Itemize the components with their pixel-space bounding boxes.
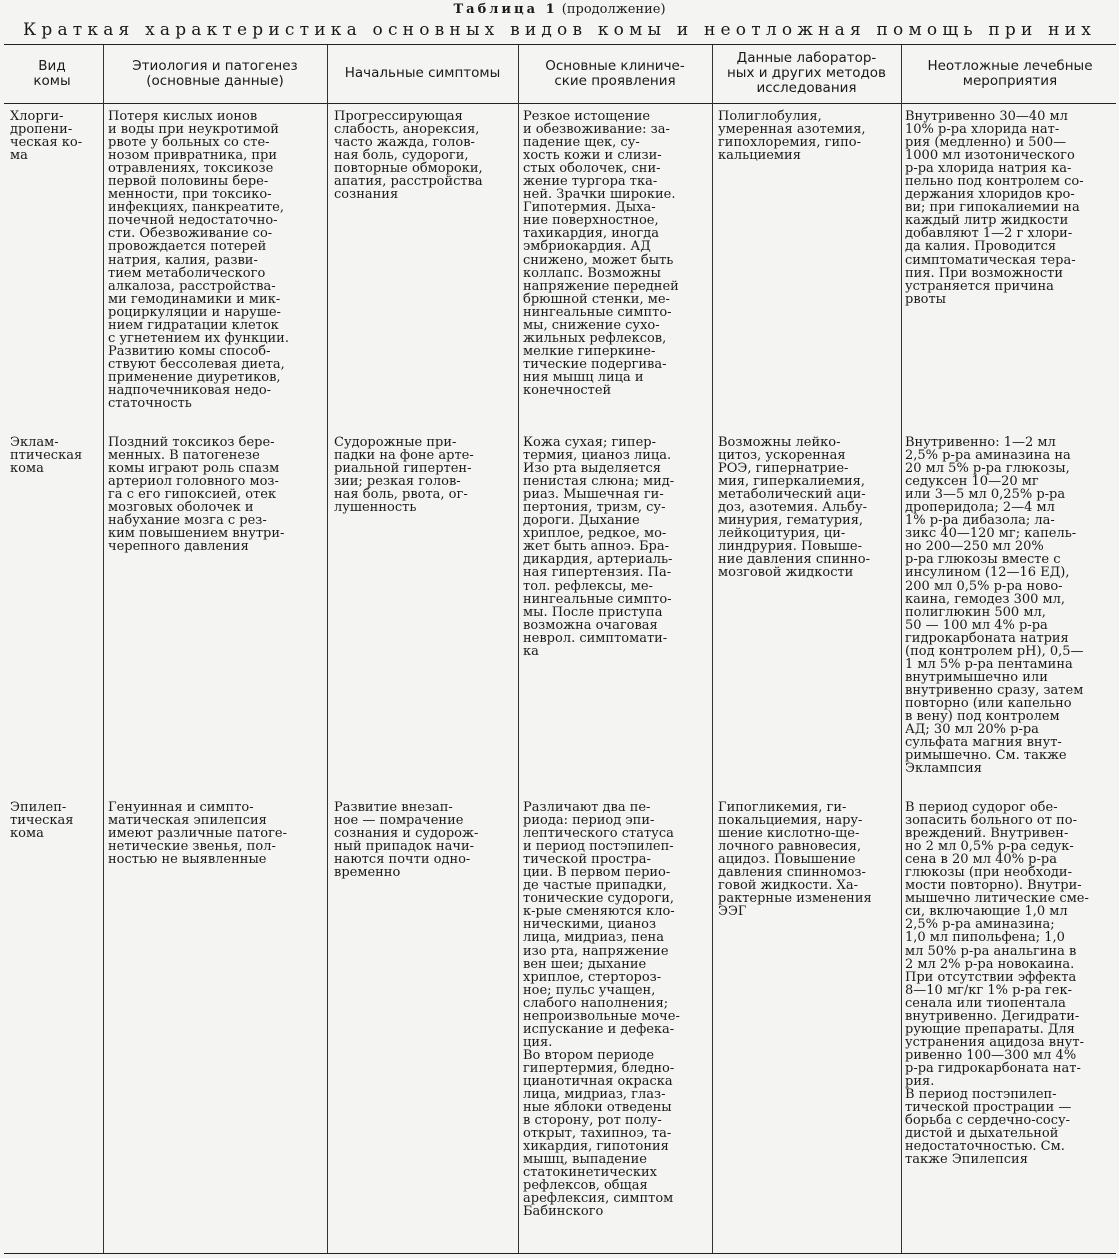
row-etiology: Потеря кислых ионов и воды при неукротимой рвоте у больных со сте- нозом привратника, при отравлениях, токсикозе первой половины бере- менности, при токсико- инфекциях, панкреатите, почечной недостаточно- сти. Обезвоживание со- провождается потерей натрия, калия, разви- тием метаболического алкалоза, расстройства- ми гемодинамики и мик- роциркуляции и наруше- нием гидратации клеток с угнетением их функции. Развитию комы способ- ствуют бессолевая диета, применение диуретиков, надпочечниковая недо- статочность (108, 109, 289, 412)
header-coma-type: Вид комы (33, 57, 71, 89)
table-number: Таблица 1 (453, 2, 558, 17)
row-lab: Полиглобулия, умеренная азотемия, гипохлоремия, гипо- кальциемия (718, 109, 866, 164)
row-clinical: Резкое истощение и обезвоживание: за- падение щек, су- хость кожи и слизи- стых оболочек, сни- жение тургора тка- ней. Зрачки широкие. Гипотермия. Дыха- ние поверхностное, тахикардия, иногда эмбриокардия. АД снижено, может быть коллапс. Возможны напряжение передней брюшной стенки, ме- нингеальные симпто- мы, снижение сухо- жильных рефлексов, мелкие гиперкине- тические подергива- ния мышц лица и конечностей (523, 109, 679, 398)
header-treatment: Неотложные лечебные мероприятия (927, 57, 1093, 89)
row-coma-type: Хлорги- дропени- ческая ко- ма (10, 109, 83, 164)
header-clinical: Основные клиниче- ские проявления (545, 57, 685, 89)
row-initial-symptoms: Судорожные при- падки на фоне арте- риальной гипертен- зии; резкая голов- ная боль, рвота, ог- лушенность (334, 435, 474, 516)
header-lab: Данные лаборатор- ных и других методов исследования (726, 50, 887, 96)
row-lab: Возможны лейко- цитоз, ускоренная РОЭ, гипернатрие- мия, гиперкалиемия, метаболический аци- доз, азотемия. Альбу- минурия, гематурия, лейкоцитурия, ци- линдрурия. Повыше- ние давления спинно- мозговой жидкости (718, 435, 871, 581)
row-treatment: Внутривенно: 1—2 мл 2,5% р-ра аминазина на 20 мл 5% р-ра глюкозы, седуксен 10—20 мг или 3—5 мл 0,25% р-ра дроперидола; 2—4 мл 1% р-ра дибазола; ла- зикс 40—120 мг; капель- но 200—250 мл 20% р-ра глюкозы вместе с инсулином (12—16 ЕД), 200 мл 0,5% р-ра ново- каина, гемодез 300 мл, полиглюкин 500 мл, 50 — 100 мл 4% р-ра гидрокарбоната натрия (под контролем pH), 0,5— 1 мл 5% р-ра пентамина внутримышечно или внутривенно сразу, затем повторно (или капельно в вену) под контролем АД; 30 мл 20% р-ра сульфата магния внут- римышечно. См. также Эклампсия (905, 435, 1084, 777)
bottom-rule (4, 1253, 1116, 1254)
row-treatment: В период судорог обе- зопасить больного от по- вреждений. Внутривен- но 2 мл 0,5% р-ра седук- сена в 20 мл 40% р-ра глюкозы (при необходи- мости повторно). Внутри- мышечно литические сме- си, включающие 1,0 мл 2,5% р-ра аминазина; 1,0 мл пипольфена; 1,0 мл 50% р-ра анальгина в 2 мл 2% р-ра новокаина. При отсутствии эффекта 8—10 мг/кг 1% р-ра гек- сенала или тиопентала внутривенно. Дегидрати- рующие препараты. Для устранения ацидоза внут- ривенно 100—300 мл 4% р-ра гидрокарбоната нат- рия. В период постэпилеп- тической прострации — борьба с сердечно-сосу- дистой и дыхательной недостаточностью. См. также Эпилепсия (905, 800, 1089, 1168)
column-divider (103, 45, 104, 1253)
row-etiology: Поздний токсикоз бере- менных. В патогенезе комы играют роль спазм артериол головного моз- га с его гипоксией, отек мозговых оболочек и набухание мозга с рез- ким повышением внутри- черепного давления (108, 435, 285, 555)
row-treatment: Внутривенно 30—40 мл 10% р-ра хлорида нат- рия (медленно) и 500— 1000 мл изотонического р-ра хлорида натрия ка- пельно под контролем со- держания хлоридов кро- ви; при гипокалиемии на каждый литр жидкости добавляют 1—2 г хлори- да калия. Проводится симптоматическая тера- пия. При возможности устраняется причина рвоты (905, 109, 1084, 307)
top-rule (4, 44, 1116, 45)
table-continuation: (продолжение) (561, 2, 666, 17)
row-initial-symptoms: Развитие внезап- ное — помрачение сознания и судорож- ный припадок начи- наются почти одно- временно (334, 800, 479, 881)
column-divider (901, 45, 902, 1253)
row-lab: Гипогликемия, ги- покальциемия, нару- шение кислотно-ще- лочного равновесия, ацидоз. Повышение давления спинномоз- говой жидкости. Ха- рактерные изменения ЭЭГ (718, 800, 872, 920)
row-clinical: Кожа сухая; гипер- термия, цианоз лица. Изо рта выделяется пенистая слюна; мид- риаз. Мышечная ги- пертония, тризм, су- дороги. Дыхание хриплое, редкое, мо- жет быть апноэ. Бра- дикардия, артериаль- ная гипертензия. Па- тол. рефлексы, ме- нингеальные симпто- мы. После приступа возможна очаговая неврол. симптомати- ка (523, 435, 675, 659)
row-initial-symptoms: Прогрессирующая слабость, анорексия, часто жажда, голов- ная боль, судороги, повторные обмороки, апатия, расстройства сознания (334, 109, 483, 203)
column-divider (518, 45, 519, 1253)
row-coma-type: Эпилеп- тическая кома (10, 800, 74, 842)
column-divider (327, 45, 328, 1253)
row-clinical: Различают два пе- риода: период эпи- лептического статуса и период постэпилеп- тической прострa- ции. В первом перио- де частые припадки, тонические судороги, к-рые сменяются кло- ническими, цианоз лица, мидриаз, пена изо рта, напряжение вен шеи; дыхание хриплое, стерторoз- ное; пульс учащен, слабого наполнения; непроизвольные моче- испускание и дефека- ция. Во втором периоде гипертермия, бледно- цианотичная окраска лица, мидриаз, глаз- ные яблоки отведены в сторону, рот полу- открыт, тахипноэ, та- хикардия, гипотония мышц, выпадение статокинетических рефлексов, общая арефлексия, симптом Бабинского (523, 800, 680, 1220)
header-rule (4, 103, 1116, 104)
header-etiology: Этиология и патогенез (основные данные) (132, 57, 298, 89)
header-initial-symptoms: Начальные симптомы (344, 65, 501, 81)
row-coma-type: Эклам- птическая кома (10, 435, 83, 477)
column-divider (712, 45, 713, 1253)
table-title: Краткая характеристика основных видов комы и неотложная помощь при них (23, 20, 1096, 40)
row-etiology: Генуинная и симпто- матическая эпилепсия имеют различные патоге- нетические звенья, пол- ностью не выявленные (108, 800, 287, 868)
table-caption (0, 2, 1119, 18)
